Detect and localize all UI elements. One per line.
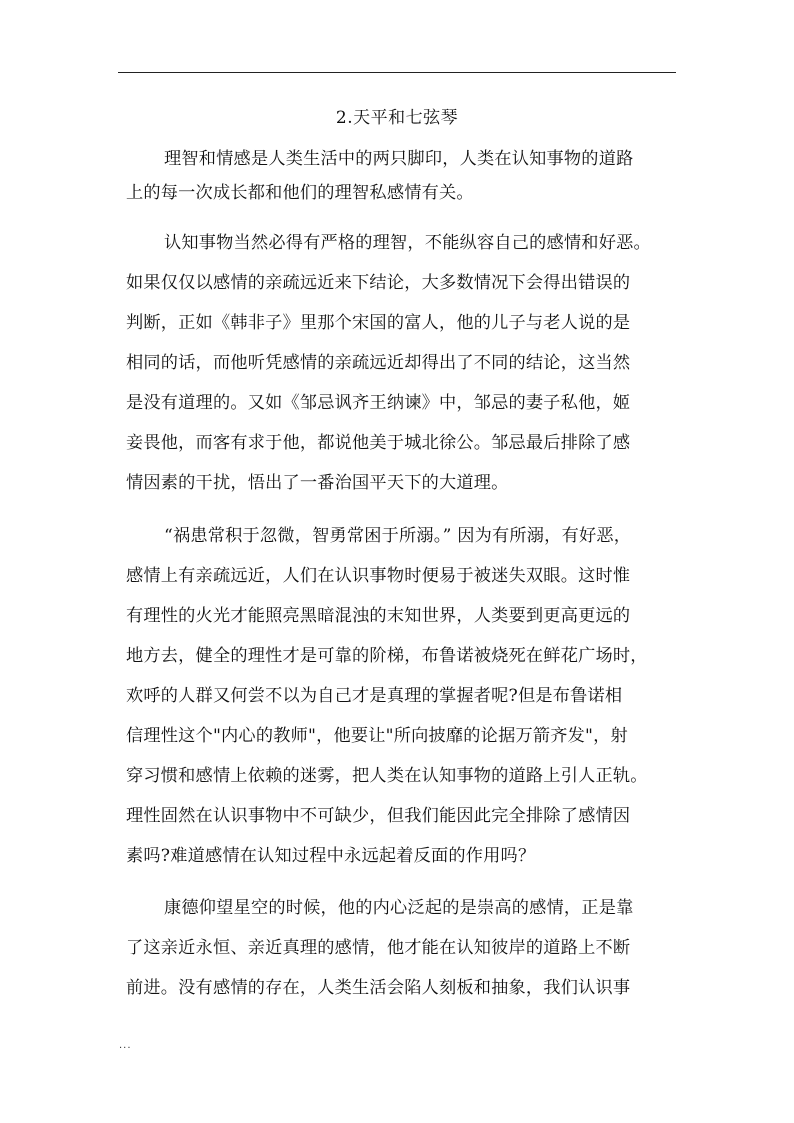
text-line: 前进。没有感情的存在，人类生活会陷人刻板和抽象，我们认识事 [126,978,631,998]
text-line: 有理性的火光才能照亮黑暗混浊的末知世界，人类要到更高更远的 [126,606,631,626]
text-line: 相同的话，而他听凭感情的亲疏远近却得出了不同的结论，这当然 [126,353,631,373]
text-line: 信理性这个"内心的教师"，他要让"所向披靡的论据万箭齐发"，射 [126,726,628,746]
text-line: 妾畏他，而客有求于他，都说他美于城北徐公。邹忌最后排除了感 [126,433,631,453]
text-line: 理智和情感是人类生活中的两只脚印，人类在认知事物的道路 [164,149,634,169]
text-line: 上的每一次成长都和他们的理智私感情有关。 [126,183,474,203]
text-line: “祸患常积于忽微，智勇常困于所溺。” 因为有所溺，有好恶， [164,526,632,546]
text-line: 欢呼的人群又何尝不以为自己才是真理的掌握者呢?但是布鲁诺相 [126,686,623,706]
essay-title: 2.天平和七弦琴 [335,108,459,128]
header-rule [118,72,676,73]
text-line: 是没有道理的。又如《邹忌讽齐王纳谏》中，邹忌的妻子私他，姬 [126,393,631,413]
text-line: 感情上有亲疏远近，人们在认识事物时便易于被迷失双眼。这时惟 [126,566,631,586]
text-line: 如果仅仅以感情的亲疏远近来下结论，大多数情况下会得出错误的 [126,273,631,293]
text-line: 判断，正如《韩非子》里那个宋国的富人，他的儿子与老人说的是 [126,313,631,333]
text-line: 素吗?难道感情在认知过程中永远起着反面的作用吗？ [126,846,536,866]
text-line: 地方去，健全的理性才是可靠的阶梯，布鲁诺被烧死在鲜花广场时， [126,646,648,666]
footer-mark: ... [119,1040,132,1051]
text-line: 康德仰望星空的时候，他的内心泛起的是崇高的感情，正是靠 [164,898,634,918]
text-line: 了这亲近永恒、亲近真理的感情，他才能在认知彼岸的道路上不断 [126,938,631,958]
text-line: 情因素的干扰，悟出了一番治国平天下的大道理。 [126,473,509,493]
text-line: 穿习惯和感情上依赖的迷雾，把人类在认知事物的道路上引人正轨。 [126,766,648,786]
text-line: 理性固然在认识事物中不可缺少，但我们能因此完全排除了感情因 [126,806,631,826]
text-line: 认知事物当然必得有严格的理智，不能纵容自己的感情和好恶。 [164,233,651,253]
